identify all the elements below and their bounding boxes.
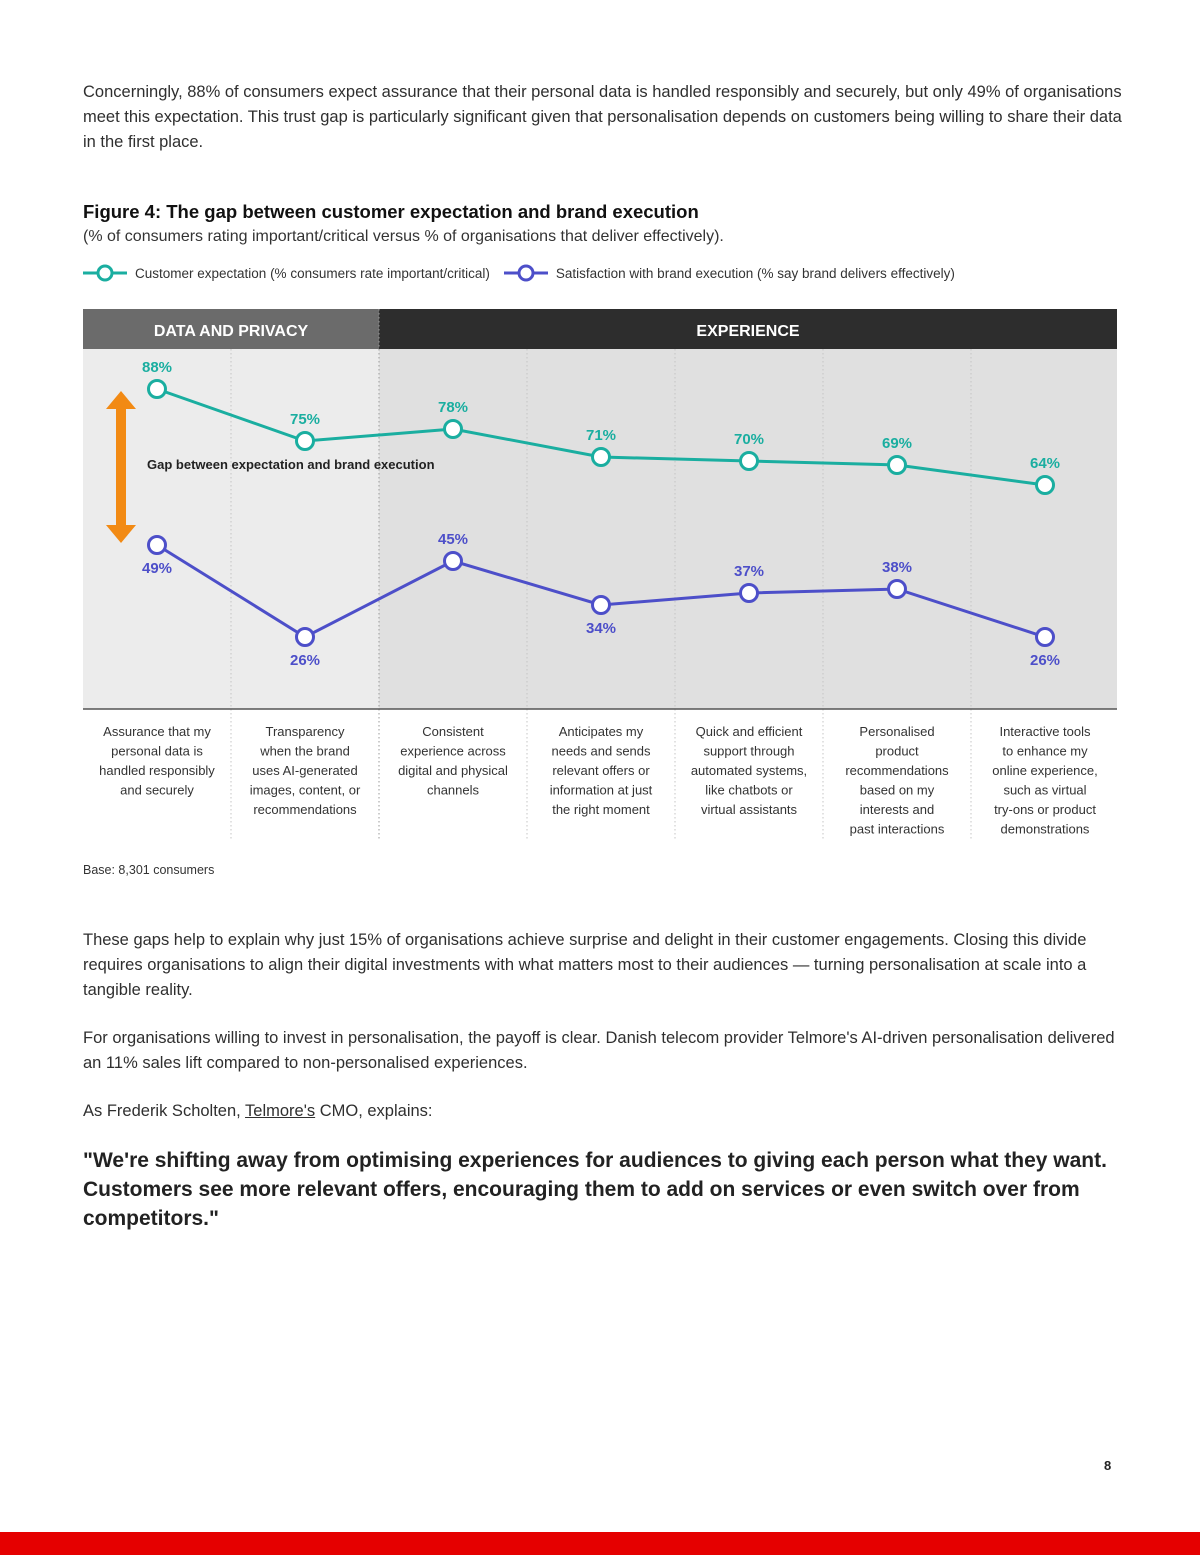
expectation-point — [149, 381, 166, 398]
group-header-label: DATA AND PRIVACY — [153, 323, 309, 340]
execution-value-label: 49% — [141, 560, 173, 577]
figure-title: Figure 4: The gap between customer expectation and brand execution — [83, 201, 699, 222]
category-label: Transparency when the brand uses AI-generated images, content, or recommendations — [249, 724, 361, 817]
expectation-point — [593, 449, 610, 466]
attribution-prefix: As Frederik Scholten, — [83, 1102, 246, 1120]
execution-value-label: 38% — [881, 559, 913, 576]
footer-red-bar — [0, 1532, 1200, 1555]
attribution-suffix: CMO, explains: — [315, 1102, 433, 1120]
category-label: Consistent experience across digital and physical channels — [398, 724, 508, 798]
legend-item-expectation — [83, 263, 490, 283]
pull-quote: "We're shifting away from optimising experiences for audiences to giving each person what they want. Customers see more relevant offers, encouraging them to add on services or even switch over from competitors." — [83, 1149, 1107, 1230]
expectation-point — [889, 457, 906, 474]
category-label: Quick and efficient support through automated systems, like chatbots or virtual assistants — [690, 724, 808, 817]
expectation-point — [297, 433, 314, 450]
expectation-value-label: 75% — [289, 411, 321, 428]
execution-value-label: 34% — [585, 620, 617, 637]
gap-annotation: Gap between expectation and brand execution — [147, 457, 435, 472]
page-number: 8 — [1104, 1458, 1112, 1473]
category-label: Anticipates my needs and sends relevant offers or information at just the right moment — [549, 724, 653, 817]
execution-value-label: 26% — [1029, 652, 1061, 669]
legend-label-expectation: Customer expectation (% consumers rate important/critical) — [135, 265, 490, 281]
execution-point — [741, 585, 758, 602]
category-label: Interactive tools to enhance my online experience, such as virtual try-ons or product demonstrations — [992, 724, 1098, 837]
gaps-paragraph: These gaps help to explain why just 15% of organisations achieve surprise and delight in their customer engagements. Closing this divide requires organisations to align their digital investments with what matters most to their audiences — turning personalisation at scale into a tangible reality. — [83, 931, 1087, 999]
expectation-point — [741, 453, 758, 470]
legend-item-execution — [504, 263, 955, 283]
expectation-point — [445, 421, 462, 438]
execution-point — [1037, 629, 1054, 646]
group-header-label: EXPERIENCE — [696, 323, 800, 340]
execution-value-label: 26% — [289, 652, 321, 669]
category-label: Assurance that my personal data is handled responsibly and securely — [99, 724, 215, 798]
expectation-value-label: 88% — [141, 359, 173, 376]
gap-arrow-shaft — [116, 405, 126, 529]
purple-line-marker-icon — [504, 263, 548, 283]
expectation-value-label: 64% — [1029, 455, 1061, 472]
expectation-value-label: 69% — [881, 435, 913, 452]
chart-legend — [83, 262, 969, 284]
experience-panel — [379, 349, 1117, 709]
execution-point — [593, 597, 610, 614]
teal-line-marker-icon — [83, 263, 127, 283]
expectation-value-label: 70% — [733, 431, 765, 448]
expectation-value-label: 78% — [437, 399, 469, 416]
legend-label-execution: Satisfaction with brand execution (% say brand delivers effectively) — [555, 265, 955, 281]
expectation-point — [1037, 477, 1054, 494]
execution-point — [889, 581, 906, 598]
execution-value-label: 37% — [733, 563, 765, 580]
figure-subtitle: (% of consumers rating important/critical versus % of organisations that deliver effectively). — [83, 228, 724, 245]
telmore-link[interactable]: Telmore's — [245, 1102, 316, 1120]
expectation-value-label: 71% — [585, 427, 617, 444]
execution-point — [445, 553, 462, 570]
execution-point — [297, 629, 314, 646]
payoff-paragraph: For organisations willing to invest in personalisation, the payoff is clear. Danish telecom provider Telmore's AI-driven personalisation delivered an 11% sales lift compared to non-personalised experiences. — [83, 1029, 1115, 1072]
base-note: Base: 8,301 consumers — [83, 863, 215, 877]
execution-value-label: 45% — [437, 531, 469, 548]
execution-point — [149, 537, 166, 554]
gap-line-chart — [83, 309, 1117, 839]
category-label: Personalised product recommendations based on my interests and past interactions — [845, 724, 949, 837]
intro-paragraph: Concerningly, 88% of consumers expect assurance that their personal data is handled responsibly and securely, but only 49% of organisations meet this expectation. This trust gap is particularly significant given that personalisation depends on customers being willing to share their data in the first place. — [83, 83, 1122, 151]
attribution-paragraph — [83, 1099, 1123, 1124]
